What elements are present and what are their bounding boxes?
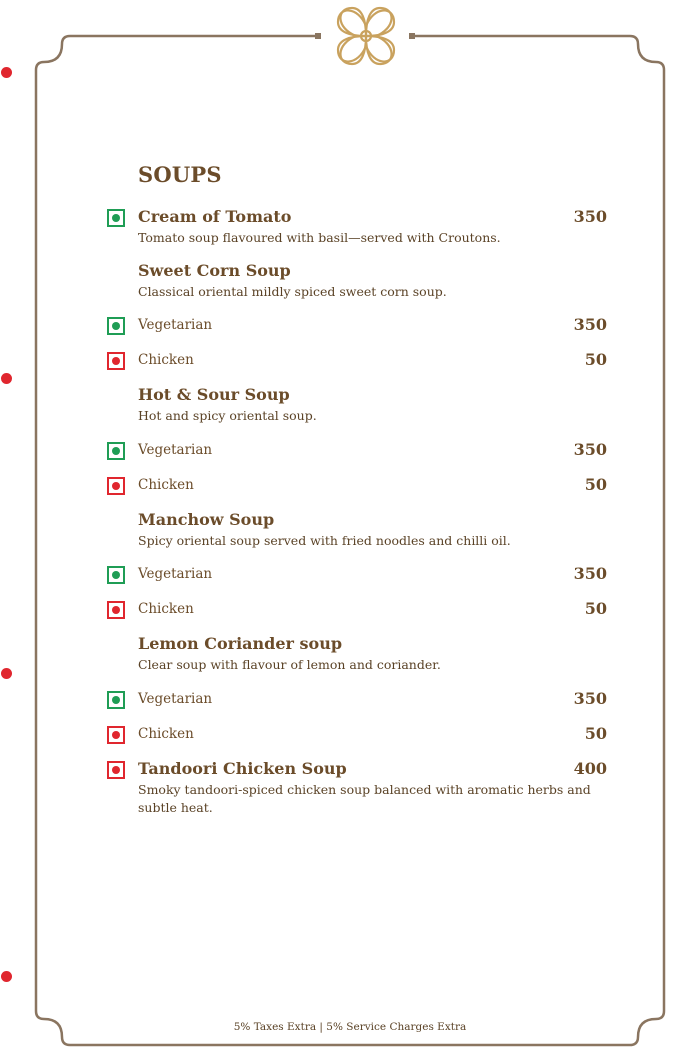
item-price: 350 — [573, 207, 607, 226]
dish-description: Spicy oriental soup served with fried noodles and chilli oil. — [138, 533, 511, 548]
dish-description: Tomato soup flavoured with basil—served with Croutons. — [138, 230, 501, 245]
binder-hole — [1, 971, 12, 982]
footer-note: 5% Taxes Extra | 5% Service Charges Extra — [233, 1021, 467, 1033]
variant-name: Chicken — [138, 601, 194, 617]
item-price: 350 — [573, 689, 607, 708]
variant-name: Vegetarian — [138, 317, 213, 333]
item-price: 350 — [573, 315, 607, 334]
dish-name: Sweet Corn Soup — [138, 261, 291, 280]
dish-description: Smoky tandoori-spiced chicken soup balanced with aromatic herbs and subtle heat. — [138, 782, 591, 815]
binder-hole — [1, 668, 12, 679]
dish-name: Manchow Soup — [138, 510, 275, 529]
nonveg-indicator-icon — [107, 601, 125, 619]
veg-indicator-icon — [107, 317, 125, 335]
nonveg-indicator-icon — [107, 761, 125, 779]
variant-name: Vegetarian — [138, 691, 213, 707]
veg-indicator-icon — [107, 691, 125, 709]
variant-name: Vegetarian — [138, 442, 213, 458]
item-price: 50 — [584, 724, 607, 743]
section-title: SOUPS — [138, 162, 222, 187]
dish-description: Classical oriental mildly spiced sweet corn soup. — [138, 284, 447, 299]
veg-indicator-icon — [107, 442, 125, 460]
dish-name: Cream of Tomato — [138, 207, 292, 226]
variant-name: Chicken — [138, 477, 194, 493]
nonveg-indicator-icon — [107, 726, 125, 744]
item-price: 50 — [584, 475, 607, 494]
nonveg-indicator-icon — [107, 352, 125, 370]
veg-indicator-icon — [107, 209, 125, 227]
item-price: 350 — [573, 564, 607, 583]
binder-hole — [1, 67, 12, 78]
variant-name: Chicken — [138, 352, 194, 368]
nonveg-indicator-icon — [107, 477, 125, 495]
dish-description: Clear soup with flavour of lemon and coriander. — [138, 657, 441, 672]
veg-indicator-icon — [107, 566, 125, 584]
binder-hole — [1, 373, 12, 384]
dish-name: Lemon Coriander soup — [138, 634, 343, 653]
floral-knot-emblem-icon — [338, 8, 394, 64]
item-price: 50 — [584, 599, 607, 618]
item-price: 50 — [584, 350, 607, 369]
item-price: 400 — [573, 759, 607, 778]
variant-name: Vegetarian — [138, 566, 213, 582]
item-price: 350 — [573, 440, 607, 459]
variant-name: Chicken — [138, 726, 194, 742]
dish-name: Tandoori Chicken Soup — [138, 759, 347, 778]
dish-name: Hot & Sour Soup — [138, 385, 290, 404]
dish-description: Hot and spicy oriental soup. — [138, 408, 317, 423]
